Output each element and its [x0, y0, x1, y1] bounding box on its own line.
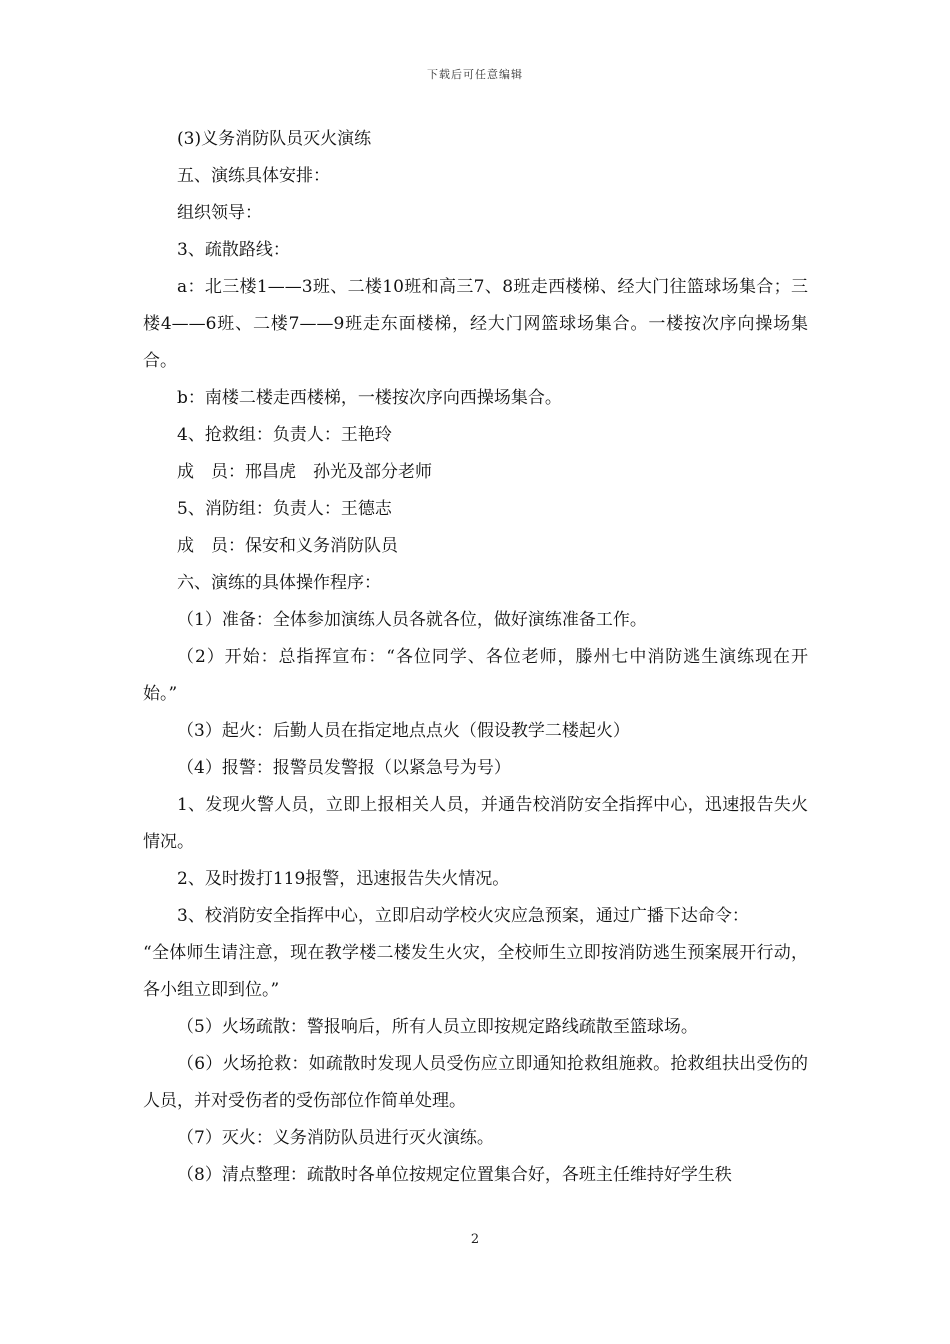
paragraph-step-4: （4）报警：报警员发警报（以紧急号为号） — [177, 758, 511, 778]
paragraph-alarm-3: 3、校消防安全指挥中心，立即启动学校火灾应急预案，通过广播下达命令： — [177, 906, 749, 926]
paragraph-route-a: a：北三楼1——3班、二楼10班和高三7、8班走西楼梯、经大门往篮球场集合；三楼4——6班、二楼7——9班走东面楼梯，经大门网篮球场集合。一楼按次序向操场集合。 — [143, 277, 808, 371]
paragraph-organization: 组织领导： — [177, 203, 262, 223]
paragraph-step-6: （6）火场抢救：如疏散时发现人员受伤应立即通知抢救组施救。抢救组扶出受伤的人员，并对受伤者的受伤部位作简单处理。 — [143, 1054, 808, 1111]
paragraph-evacuation-route-title: 3、疏散路线： — [177, 240, 290, 260]
paragraph-step-3: （3）起火：后勤人员在指定地点点火（假设教学二楼起火） — [177, 721, 630, 741]
paragraph-step-8: （8）清点整理：疏散时各单位按规定位置集合好，各班主任维持好学生秩 — [177, 1165, 732, 1185]
paragraph-drill-item-3: (3)义务消防队员灭火演练 — [177, 129, 372, 149]
paragraph-step-7: （7）灭火：义务消防队员进行灭火演练。 — [177, 1128, 494, 1148]
paragraph-rescue-team: 4、抢救组：负责人：王艳玲 — [177, 425, 392, 445]
paragraph-step-2: （2）开始：总指挥宣布：“各位同学、各位老师，滕州七中消防逃生演练现在开始。” — [143, 647, 808, 704]
paragraph-step-1: （1）准备：全体参加演练人员各就各位，做好演练准备工作。 — [177, 610, 647, 630]
paragraph-route-b: b：南楼二楼走西楼梯，一楼按次序向西操场集合。 — [177, 388, 562, 408]
paragraph-alarm-2: 2、及时拨打119报警，迅速报告失火情况。 — [177, 869, 510, 889]
paragraph-step-5: （5）火场疏散：警报响后，所有人员立即按规定路线疏散至篮球场。 — [177, 1017, 698, 1037]
document-body — [143, 121, 808, 1194]
heading-section-6: 六、演练的具体操作程序： — [177, 573, 381, 593]
paragraph-broadcast-quote: “全体师生请注意，现在教学楼二楼发生火灾，全校师生立即按消防逃生预案展开行动，各小组立即到位。” — [143, 943, 808, 1000]
page-number: 2 — [470, 1232, 480, 1247]
paragraph-fire-team: 5、消防组：负责人：王德志 — [177, 499, 392, 519]
paragraph-rescue-members: 成 员：邢昌虎 孙光及部分老师 — [177, 462, 432, 482]
paragraph-alarm-1: 1、发现火警人员，立即上报相关人员，并通告校消防安全指挥中心，迅速报告失火情况。 — [143, 795, 808, 852]
heading-section-5: 五、演练具体安排： — [177, 166, 330, 186]
page-header: 下载后可任意编辑 — [427, 68, 523, 81]
paragraph-fire-members: 成 员：保安和义务消防队员 — [177, 536, 398, 556]
